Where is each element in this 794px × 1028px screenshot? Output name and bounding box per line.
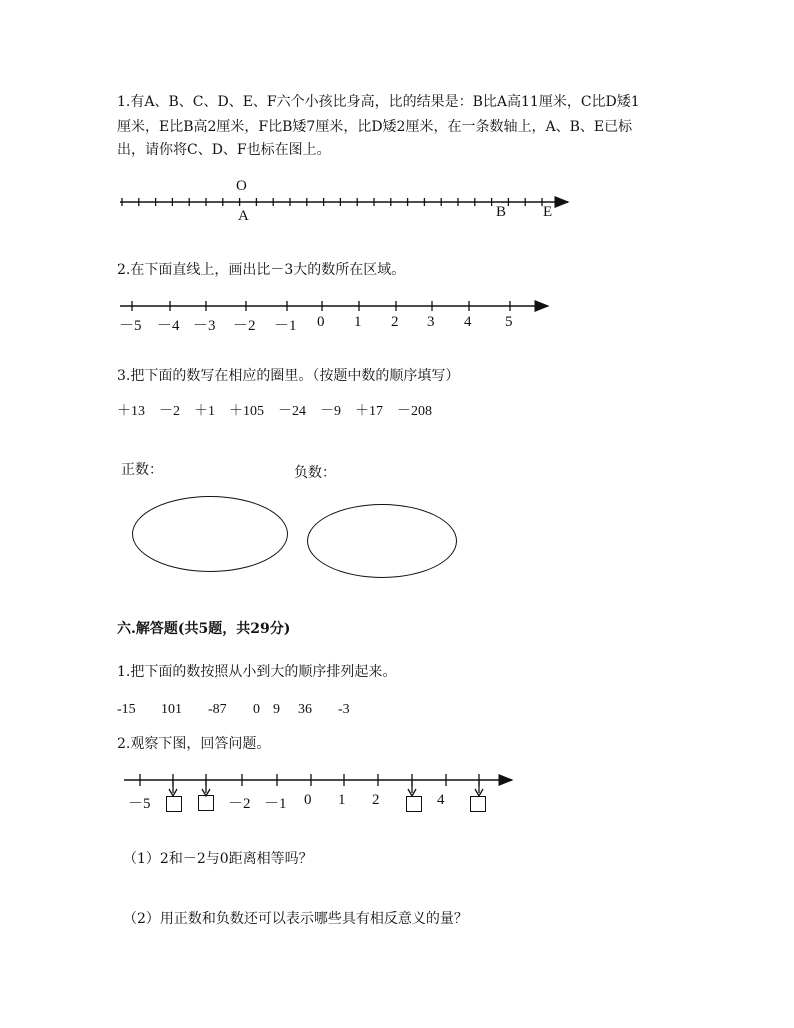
q2-tick-label: 5 (505, 314, 513, 330)
q3-numbers: ＋13 －2 ＋1 ＋105 －24 －9 ＋17 －208 (117, 404, 432, 419)
s1-number: 101 (161, 702, 182, 717)
answer-box-3[interactable] (406, 796, 422, 812)
s2-tick-label: 1 (338, 792, 346, 808)
s1-number: 36 (298, 702, 312, 717)
q2-tick-label: －4 (157, 318, 180, 334)
s2-tick-label: －5 (128, 796, 151, 812)
s1-number: 0 (253, 702, 260, 717)
s2-tick-label: 0 (304, 792, 312, 808)
q2-tick-label: －3 (193, 318, 216, 334)
section-heading: 六.解答题(共5题，共29分) (117, 621, 291, 637)
negative-label: 负数： (294, 465, 336, 481)
positive-label: 正数： (121, 462, 163, 478)
s2-tick-label: －1 (264, 796, 287, 812)
s2-number-line (124, 774, 512, 796)
answer-box-2[interactable] (198, 795, 214, 811)
q1-point-b-label: B (496, 204, 507, 220)
q3-text: 3.把下面的数写在相应的圈里。（按题中数的顺序填写） (117, 368, 460, 384)
q1-line-1: 1.有A、B、C、D、E、F六个小孩比身高，比的结果是：B比A高11厘米，C比D矮1 (117, 94, 640, 110)
s1-number: -15 (117, 702, 136, 717)
q2-text: 2.在下面直线上，画出比－3大的数所在区域。 (117, 262, 406, 278)
q2-tick-label: 2 (391, 314, 399, 330)
q1-point-a-label: A (238, 208, 249, 224)
q2-tick-label: －1 (274, 318, 297, 334)
s2-tick-label: －2 (228, 796, 251, 812)
q1-line-3: 出，请你将C、D、F也标在图上。 (117, 142, 331, 158)
q2-tick-label: 4 (464, 314, 472, 330)
q2-number-line (120, 301, 548, 311)
answer-box-4[interactable] (470, 796, 486, 812)
q2-tick-label: －2 (233, 318, 256, 334)
s2-tick-label: 4 (437, 792, 445, 808)
q2-tick-label: 1 (354, 314, 362, 330)
q2-tick-label: 0 (317, 314, 325, 330)
q1-line-2: 厘米，E比B高2厘米，F比B矮7厘米，比D矮2厘米，在一条数轴上，A、B、E已标 (117, 119, 633, 135)
s1-number: -87 (208, 702, 227, 717)
q2-tick-label: －5 (119, 318, 142, 334)
s1-number: 9 (273, 702, 280, 717)
s2-question-a: （1）2和－2与0距离相等吗？ (123, 851, 313, 867)
s2-text: 2.观察下图，回答问题。 (117, 736, 271, 752)
s2-question-b: （2）用正数和负数还可以表示哪些具有相反意义的量？ (123, 911, 468, 927)
s2-tick-label: 2 (372, 792, 380, 808)
s1-number: -3 (338, 702, 350, 717)
answer-box-1[interactable] (166, 796, 182, 812)
q1-point-e-label: E (543, 204, 553, 220)
negative-ellipse[interactable] (307, 504, 457, 578)
s1-text: 1.把下面的数按照从小到大的顺序排列起来。 (117, 664, 397, 680)
positive-ellipse[interactable] (132, 496, 288, 572)
q1-origin-label: O (236, 178, 247, 194)
q2-tick-label: 3 (427, 314, 435, 330)
